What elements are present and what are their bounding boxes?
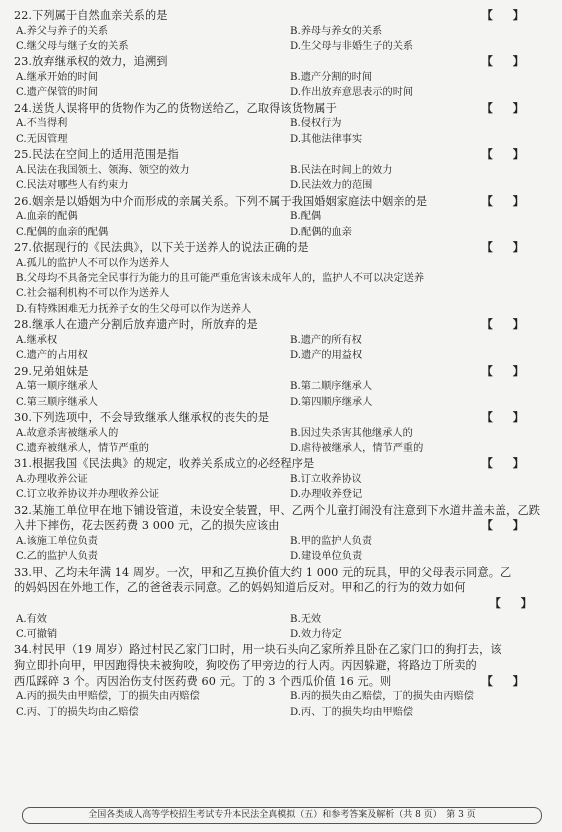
question-stem-text: 兄弟姐妹是 — [32, 364, 89, 378]
answer-bracket: 【】 — [481, 317, 544, 332]
question-item — [14, 364, 552, 410]
question-stem-line — [14, 580, 552, 596]
page-footer: 全国各类成人高等学校招生考试专升本民法全真模拟（五）和参考答案及解析（共 8 页） 第 3 页 — [22, 807, 542, 824]
answer-option: B.遗产的所有权 — [290, 334, 362, 346]
question-stem-text: 村民甲（19 周岁）路过村民乙家门口时，用一块石头向乙家所养且卧在乙家门口的狗打去，该 — [32, 643, 502, 657]
answer-option: C.遗产的占用权 — [16, 350, 88, 362]
question-item — [14, 503, 552, 565]
answer-option: C.配偶的血亲的配偶 — [16, 226, 109, 238]
answer-bracket: 【】 — [481, 8, 544, 22]
question-stem-text: 狗立即扑向甲，甲因跑得快未被狗咬，狗咬伤了甲旁边的行人丙。丙因躲避，将路边丁所卖的 — [14, 659, 477, 673]
answer-option: B.养母与养女的关系 — [290, 25, 383, 37]
question-stem-text: 依据现行的《民法典》，以下关于送养人的说法正确的是 — [32, 241, 309, 255]
question-number: 22. — [14, 9, 33, 22]
question-item — [14, 565, 552, 643]
question-number: 25. — [14, 148, 33, 162]
answer-option: D.民法效力的范围 — [290, 180, 373, 192]
question-stem-text: 入井下摔伤，花去医药费 3 000 元，乙的损失应该由 — [14, 519, 280, 533]
question-number: 30. — [14, 411, 33, 425]
answer-option: C.第三顺序继承人 — [16, 396, 98, 408]
answer-bracket: 【】 — [481, 518, 544, 533]
answer-option: D.建设单位负责 — [290, 551, 363, 563]
question-stem-text: 西瓜踩碎 3 个。丙因治伤支付医药费 60 元。丁的 3 个西瓜价值 16 元。则 — [14, 674, 392, 688]
answer-option: B.遗产分割的时间 — [290, 72, 373, 83]
answer-option: B.侵权行为 — [290, 118, 342, 130]
question-stem-line — [14, 456, 552, 472]
answer-option: D.配偶的血亲 — [290, 226, 352, 238]
question-list — [14, 8, 552, 720]
question-stem-text: 民法在空间上的适用范围是指 — [32, 148, 179, 162]
question-number: 26. — [14, 194, 33, 208]
option-grid — [14, 472, 552, 503]
question-stem-text: 下列选项中，不会导致继承人继承权的丧失的是 — [32, 411, 270, 425]
answer-option: C.丙、丁的损失均由乙赔偿 — [16, 706, 139, 718]
question-stem-line — [14, 101, 552, 117]
question-stem-line — [14, 518, 552, 534]
answer-option: C.社会福利机构不可以作为送养人 — [16, 288, 170, 300]
question-stem-line — [14, 54, 552, 70]
answer-bracket: 【】 — [481, 410, 544, 425]
answer-option: B.父母均不具备完全民事行为能力的且可能严重危害该未成年人的，监护人不可以决定送养 — [16, 273, 425, 285]
answer-option: A.继承权 — [16, 334, 58, 346]
option-grid — [14, 24, 552, 55]
question-stem-text: 甲、乙均未年满 14 周岁。一次，甲和乙互换价值大约 1 000 元的玩具，甲的父母表示同意。乙 — [32, 565, 512, 579]
answer-option: C.遗产保管的时间 — [16, 87, 98, 99]
question-number: 28. — [14, 318, 33, 332]
question-stem-text: 放弃继承权的效力，追溯到 — [32, 55, 168, 69]
answer-option: B.订立收养协议 — [290, 474, 362, 486]
question-stem-line — [14, 317, 552, 333]
question-stem-text: 某施工单位甲在地下铺设管道，未设安全装置，甲、乙两个儿童打闹没有注意到下水道井盖未盖，乙跌 — [32, 503, 541, 517]
answer-option: D.办理收养登记 — [290, 489, 363, 501]
question-stem-text: 根据我国《民法典》的规定，收养关系成立的必经程序是 — [32, 457, 315, 471]
answer-option: D.其他法律事实 — [290, 133, 363, 145]
question-number: 24. — [14, 101, 33, 115]
option-grid — [14, 256, 552, 318]
question-stem-text: 姻亲是以婚姻为中介而形成的亲属关系。下列不属于我国婚姻家庭法中姻亲的是 — [32, 194, 428, 208]
option-grid — [14, 116, 552, 147]
question-item — [14, 147, 552, 193]
answer-option: A.故意杀害被继承人的 — [16, 427, 119, 439]
answer-option: C.可撤销 — [16, 629, 58, 641]
question-number: 23. — [14, 55, 33, 69]
question-stem-line — [14, 194, 552, 210]
question-number: 29. — [14, 364, 33, 378]
question-item — [14, 101, 552, 147]
question-stem-line — [14, 8, 552, 24]
answer-option: B.无效 — [290, 613, 322, 625]
question-number: 27. — [14, 241, 33, 255]
option-grid — [14, 426, 552, 457]
answer-option: A.第一顺序继承人 — [16, 381, 98, 393]
answer-option: C.遗弃被继承人，情节严重的 — [16, 443, 149, 455]
question-item — [14, 54, 552, 100]
answer-option: C.订立收养协议并办理收养公证 — [16, 489, 160, 501]
answer-option: C.民法对哪些人有约束力 — [16, 180, 129, 192]
answer-bracket: 【】 — [481, 456, 544, 471]
question-number: 32. — [14, 503, 33, 517]
answer-option: C.乙的监护人负责 — [16, 551, 98, 563]
question-stem-line — [14, 147, 552, 163]
answer-option: A.办理收养公证 — [16, 474, 88, 486]
answer-bracket: 【】 — [481, 193, 544, 208]
answer-bracket: 【】 — [481, 54, 544, 69]
option-grid — [14, 534, 552, 565]
answer-option: D.虐待被继承人，情节严重的 — [290, 443, 424, 455]
question-item — [14, 410, 552, 456]
question-item — [14, 8, 552, 54]
answer-bracket: 【】 — [481, 363, 544, 378]
answer-bracket: 【】 — [481, 673, 544, 688]
question-number: 31. — [14, 457, 33, 471]
answer-option: D.生父母与非婚生子的关系 — [290, 41, 414, 52]
answer-option: B.甲的监护人负责 — [290, 536, 373, 548]
option-grid — [14, 70, 552, 101]
answer-option: A.该施工单位负责 — [16, 536, 98, 548]
answer-option: C.无因管理 — [16, 133, 68, 145]
answer-option: A.有效 — [16, 613, 47, 625]
answer-option: A.不当得利 — [16, 118, 68, 130]
question-item — [14, 194, 552, 240]
answer-option: B.配偶 — [290, 211, 322, 223]
answer-option: D.第四顺序继承人 — [290, 396, 373, 408]
question-stem-line — [14, 642, 552, 658]
answer-option: D.作出放弃意思表示的时间 — [290, 87, 414, 99]
answer-option: D.效力待定 — [290, 629, 342, 641]
question-item — [14, 642, 552, 720]
question-stem-line — [14, 364, 552, 380]
answer-option: A.继承开始的时间 — [16, 72, 98, 83]
answer-option: A.丙的损失由甲赔偿，丁的损失由丙赔偿 — [16, 691, 200, 703]
answer-option: D.遗产的用益权 — [290, 350, 363, 362]
answer-option: B.因过失杀害其他继承人的 — [290, 427, 413, 439]
answer-option: B.第二顺序继承人 — [290, 381, 373, 393]
answer-bracket: 【】 — [481, 100, 544, 115]
answer-bracket: 【】 — [481, 240, 544, 255]
question-item — [14, 456, 552, 502]
question-stem-line — [14, 410, 552, 426]
question-stem-line — [14, 658, 552, 674]
question-number: 34. — [14, 643, 33, 657]
answer-option: A.孤儿的监护人不可以作为送养人 — [16, 257, 170, 269]
answer-option: A.养父与养子的关系 — [16, 25, 109, 37]
question-stem-line — [14, 503, 552, 519]
answer-option: A.民法在我国领土、领海、领空的效力 — [16, 164, 190, 176]
question-stem-text: 的妈妈因在外地工作，乙的爸爸表示同意。乙的妈妈知道后反对。甲和乙的行为的效力如何 — [14, 581, 466, 595]
answer-option: A.血亲的配偶 — [16, 211, 78, 223]
answer-bracket: 【】 — [481, 147, 544, 162]
question-stem-text: 送货人误将甲的货物作为乙的货物送给乙，乙取得该货物属于 — [32, 101, 337, 115]
option-grid — [14, 209, 552, 240]
question-stem-line — [14, 674, 552, 690]
option-grid — [14, 379, 552, 410]
answer-bracket: 【】 — [489, 596, 552, 611]
answer-option: D.有特殊困难无力抚养子女的生父母可以作为送养人 — [16, 303, 252, 315]
question-stem-text: 下列属于自然血亲关系的是 — [32, 9, 168, 22]
question-stem-line — [14, 240, 552, 256]
question-item — [14, 240, 552, 317]
question-number: 33. — [14, 565, 33, 579]
answer-option: B.丙的损失由乙赔偿，丁的损失由丙赔偿 — [290, 691, 474, 703]
option-grid — [14, 612, 552, 643]
answer-option: B.民法在时间上的效力 — [290, 164, 393, 176]
question-stem-text: 继承人在遗产分割后放弃遗产时，所放弃的是 — [32, 318, 258, 332]
answer-option: C.继父母与继子女的关系 — [16, 41, 129, 52]
option-grid — [14, 333, 552, 364]
question-stem-line — [14, 565, 552, 581]
answer-option: D.丙、丁的损失均由甲赔偿 — [290, 706, 414, 718]
question-item — [14, 317, 552, 363]
option-grid — [14, 163, 552, 194]
option-grid — [14, 689, 552, 720]
